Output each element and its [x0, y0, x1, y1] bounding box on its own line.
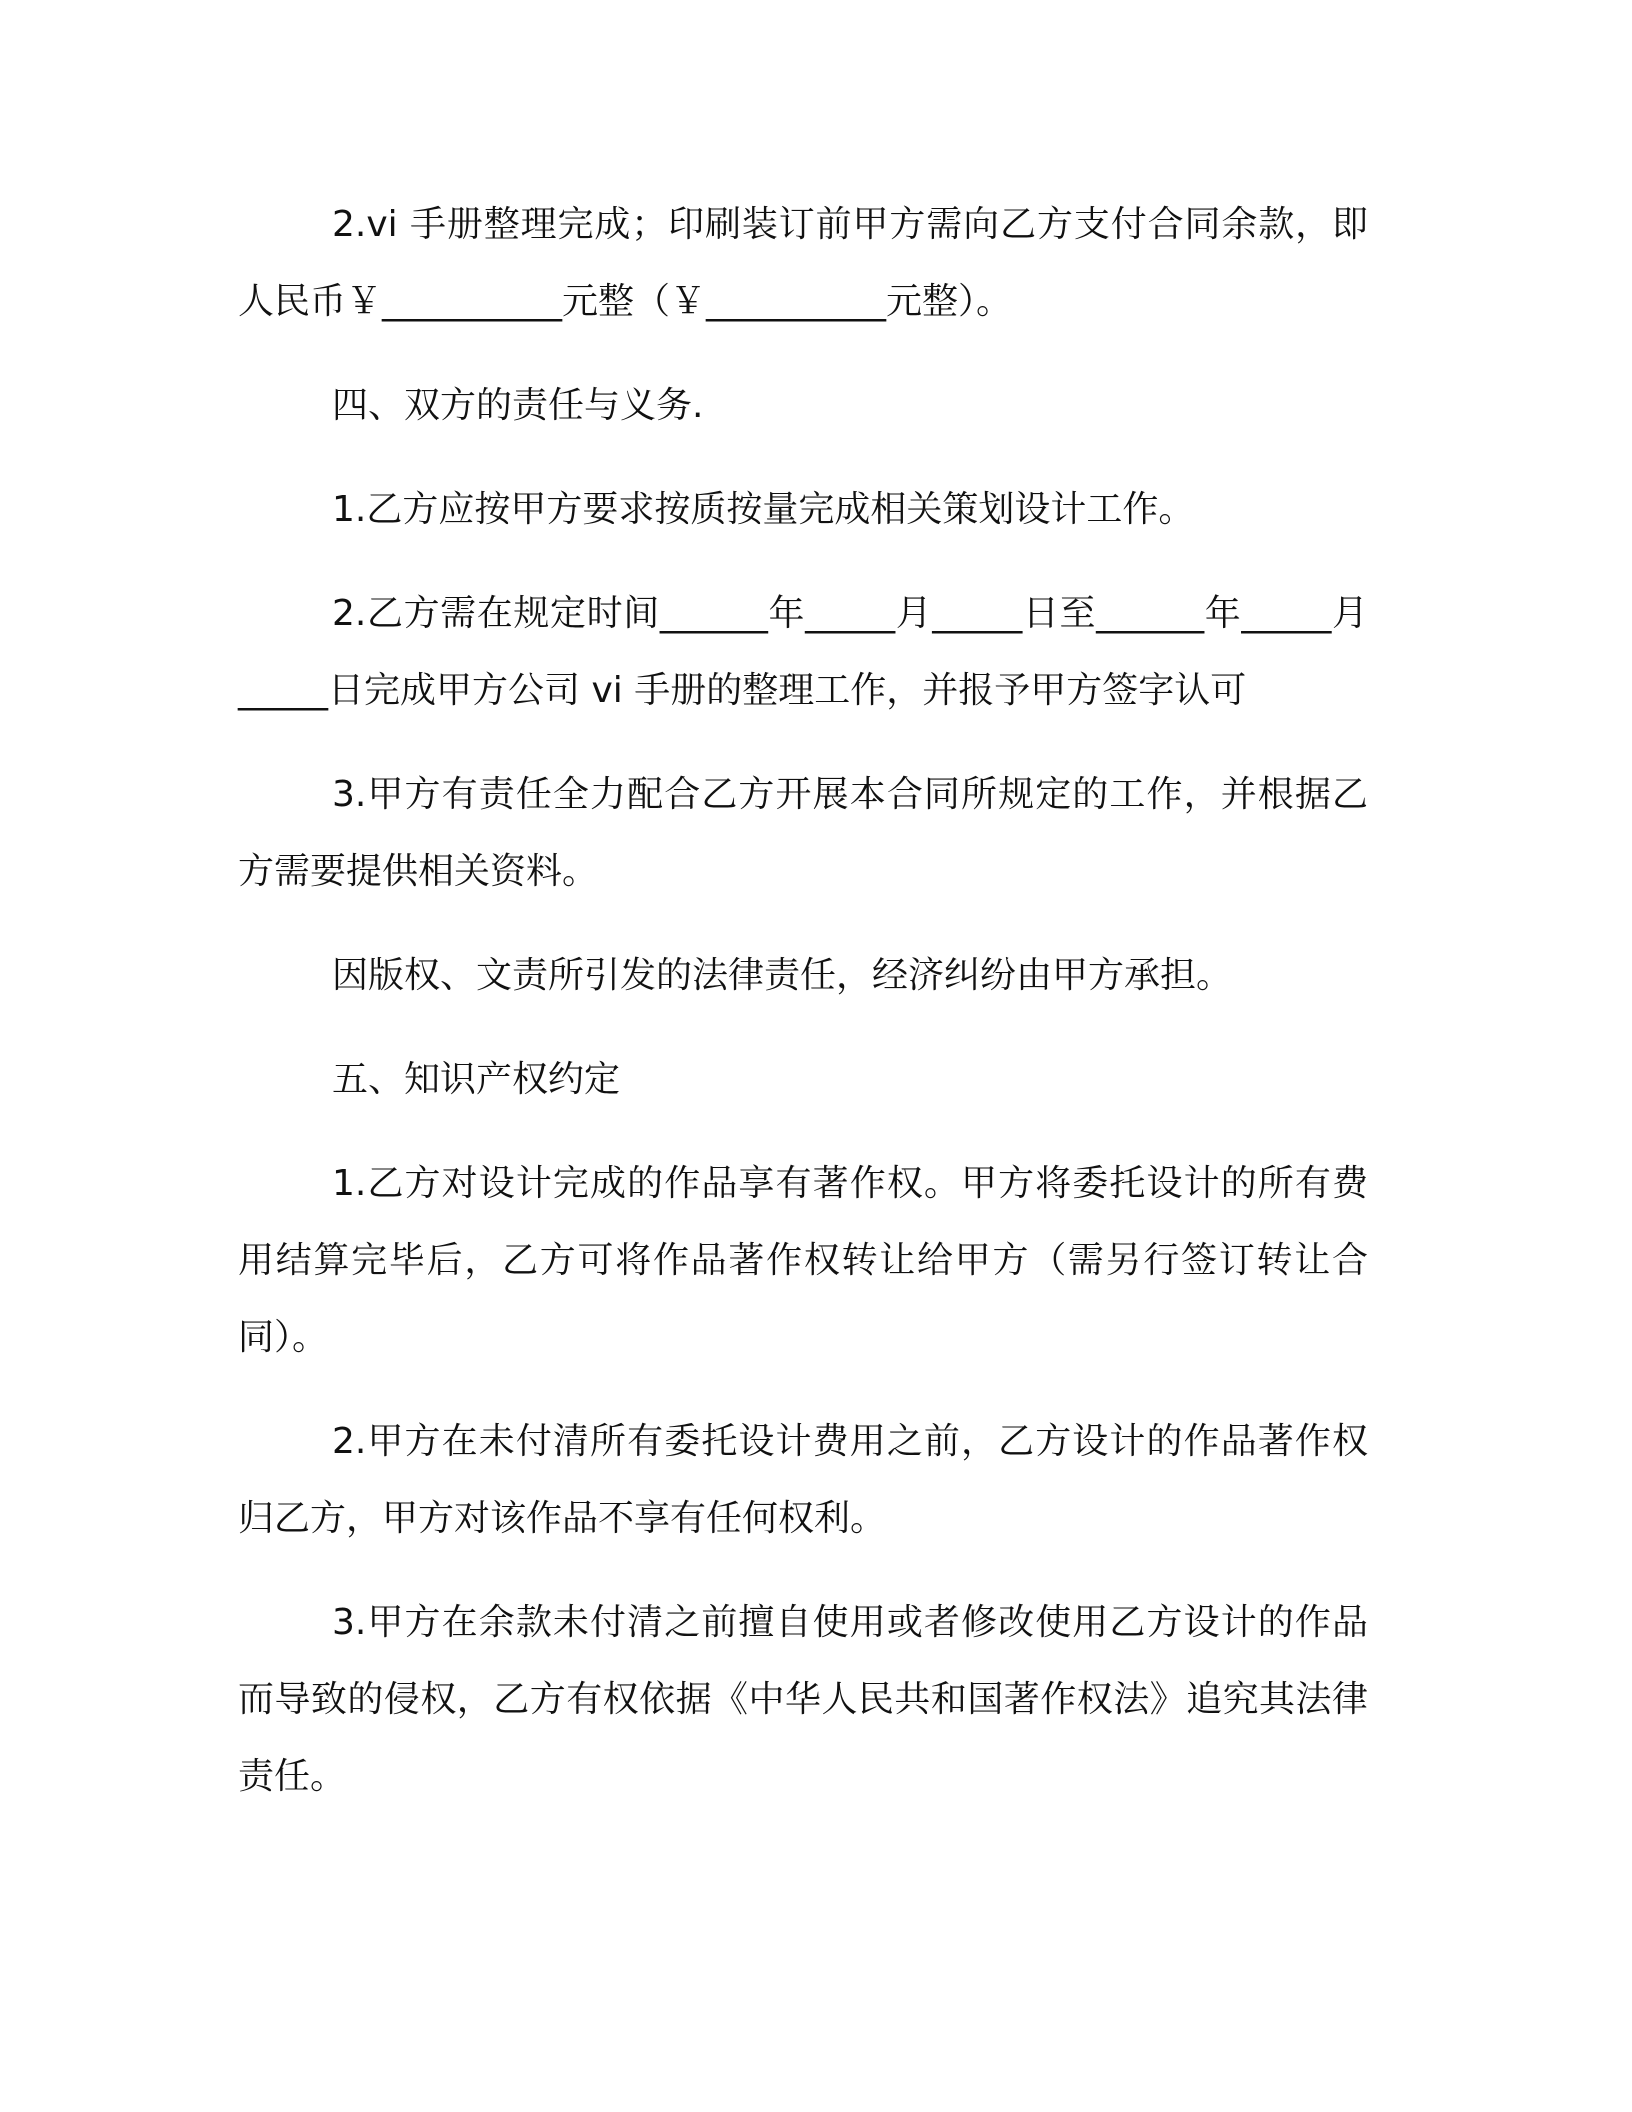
section-heading-ip: 五、知识产权约定 [332, 1059, 621, 1100]
paragraph-ip-3: 3.甲方在余款未付清之前擅自使用或者修改使用乙方设计的作品而导致的侵权，乙方有权依据《中华人民共和国著作权法》追究其法律责任。 [238, 1602, 1368, 1797]
paragraph-ip-2: 2.甲方在未付清所有委托设计费用之前，乙方设计的作品著作权归乙方，甲方对该作品不享有任何权利。 [238, 1421, 1368, 1539]
document-page [238, 186, 1368, 1842]
section-heading-responsibilities: 四、双方的责任与义务. [332, 385, 704, 426]
paragraph-final-payment: 2.vi 手册整理完成；印刷装订前甲方需向乙方支付合同余款，即人民币￥__________元整（￥__________元整）。 [238, 204, 1368, 322]
paragraph-party-a-duty-3: 3.甲方有责任全力配合乙方开展本合同所规定的工作，并根据乙方需要提供相关资料。 [238, 774, 1368, 892]
paragraph-ip-1: 1.乙方对设计完成的作品享有著作权。甲方将委托设计的所有费用结算完毕后，乙方可将作品著作权转让给甲方（需另行签订转让合同）。 [238, 1163, 1368, 1358]
paragraph-party-b-duty-2: 2.乙方需在规定时间______年_____月_____日至______年_____月_____日完成甲方公司 vi 手册的整理工作，并报予甲方签字认可 [238, 593, 1368, 711]
paragraph-party-b-duty-1: 1.乙方应按甲方要求按质按量完成相关策划设计工作。 [332, 489, 1195, 530]
paragraph-liability: 因版权、文责所引发的法律责任，经济纠纷由甲方承担。 [332, 955, 1233, 996]
